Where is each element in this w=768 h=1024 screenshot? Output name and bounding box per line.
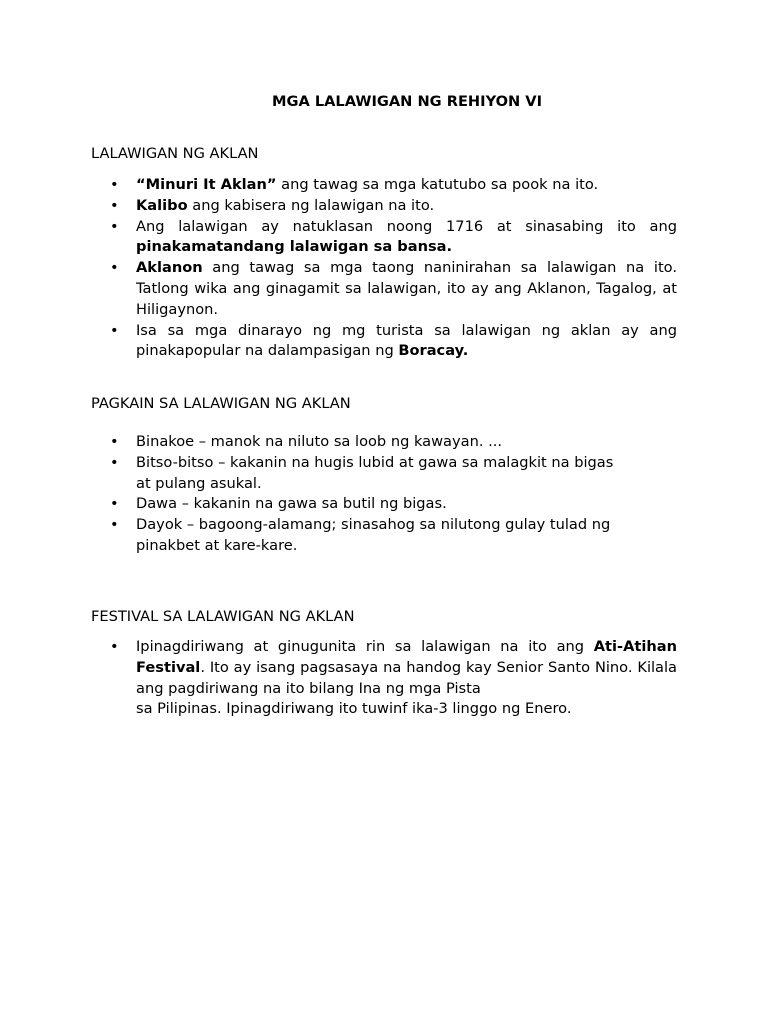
bullet-icon: • xyxy=(110,321,119,339)
list-item xyxy=(91,453,677,495)
bullet-icon: • xyxy=(110,217,119,235)
bullet-icon: • xyxy=(110,495,119,513)
item-text: ang tawag sa mga katutubo sa pook na ito. xyxy=(276,176,599,193)
item-text-line: sa Pilipinas. Ipinagdiriwang ito tuwinf ika-3 linggo ng Enero. xyxy=(136,700,572,718)
list-item xyxy=(91,321,677,363)
item-text: . Ito ay isang pagsasaya na handog kay Senior Santo Nino. Kilala ang pagdiriwang na ito bilang Ina ng mga Pista xyxy=(136,658,677,697)
item-bold-text: Boracay. xyxy=(398,342,469,360)
item-text: Isa sa mga dinarayo ng mg turista sa lalawigan ng aklan ay ang pinakapopular na dalampasigan ng xyxy=(136,321,677,360)
bullet-icon: • xyxy=(110,433,119,450)
bullet-icon: • xyxy=(110,196,119,214)
document-title: MGA LALAWIGAN NG REHIYON VI xyxy=(271,93,543,110)
list-item xyxy=(91,494,677,515)
item-bold-text: Ati-Atihan Festival xyxy=(136,638,677,676)
bullet-icon: • xyxy=(110,516,119,534)
list-item xyxy=(91,515,677,557)
item-text: ang tawag sa mga taong naninirahan sa lalawigan na ito. Tatlong wika ang ginagamit sa lalawigan, ito ay ang Aklanon, Tagalog, at Hiligaynon. xyxy=(136,259,677,318)
list-item xyxy=(91,175,677,196)
bullet-icon: • xyxy=(110,176,119,193)
list-item xyxy=(91,637,677,720)
item-text: Binakoe – manok na niluto sa loob ng kawayan. ... xyxy=(136,433,503,450)
list-item xyxy=(91,217,677,259)
list-item xyxy=(91,196,677,217)
item-bold-text: Aklanon xyxy=(136,259,203,277)
aklan-bullet-list xyxy=(91,175,677,362)
bullet-icon: • xyxy=(110,259,119,277)
list-item xyxy=(91,258,677,320)
festival-bullet-list xyxy=(91,637,677,720)
item-bold-text: Kalibo xyxy=(136,196,188,214)
item-text: Ipinagdiriwang at ginugunita rin sa lalawigan na ito ang xyxy=(136,638,594,655)
pagkain-bullet-list xyxy=(91,432,677,557)
item-text: Ang lalawigan ay natuklasan noong 1716 at sinasabing ito ang xyxy=(136,217,677,235)
section-heading-aklan: LALAWIGAN NG AKLAN xyxy=(91,145,259,162)
section-heading-pagkain: PAGKAIN SA LALAWIGAN NG AKLAN xyxy=(91,395,351,412)
section-heading-festival: FESTIVAL SA LALAWIGAN NG AKLAN xyxy=(91,608,355,625)
item-bold-text: pinakamatandang lalawigan sa bansa. xyxy=(136,238,453,256)
item-bold-text: “Minuri It Aklan” xyxy=(136,176,277,193)
item-text: Dayok – bagoong-alamang; sinasahog sa nilutong gulay tulad ng pinakbet at kare-kare. xyxy=(136,516,611,554)
bullet-icon: • xyxy=(110,453,119,471)
item-text: ang kabisera ng lalawigan na ito. xyxy=(187,196,435,214)
item-text: Dawa – kakanin na gawa sa butil ng bigas. xyxy=(136,495,447,513)
bullet-icon: • xyxy=(110,638,119,655)
item-text: Bitso-bitso – kakanin na hugis lubid at gawa sa malagkit na bigas at pulang asukal. xyxy=(136,453,614,492)
list-item xyxy=(91,432,677,453)
